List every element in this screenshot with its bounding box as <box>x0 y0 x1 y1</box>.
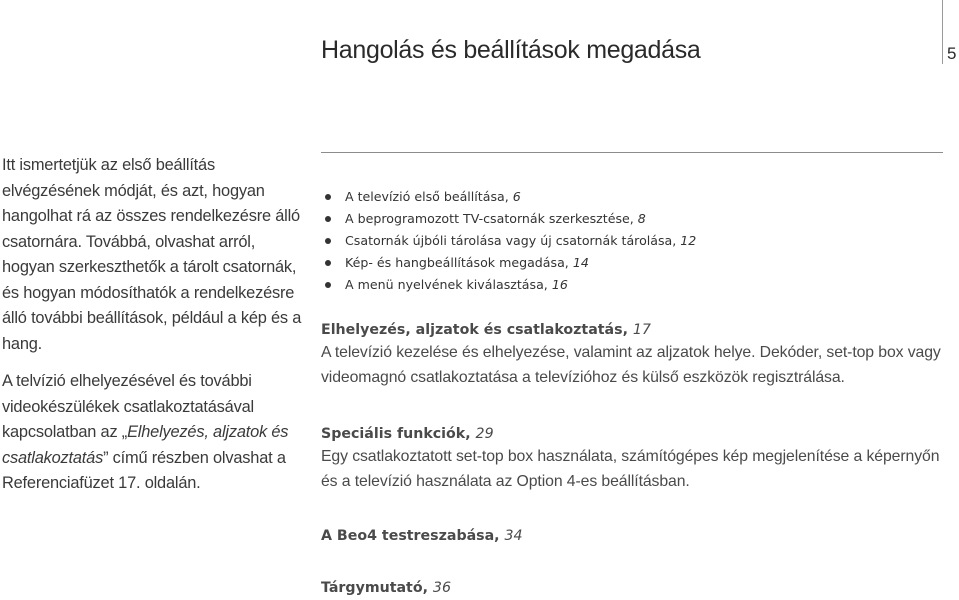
section-title-text: A Beo4 testreszabása, <box>321 528 505 544</box>
section-title[interactable] <box>321 426 951 442</box>
intro-paragraph: Itt ismertetjük az első beállítás elvégzésének módját, és azt, hogyan hangolhat rá az összes rendelkezésre álló csatornára. Továbbá, olvashat arról, hogyan szerkeszthetők a tárolt csatornák, és hogyan módosíthatók a rendelkezésre álló további beállítások, például a kép és a hang. <box>2 156 302 353</box>
bullet-icon <box>325 216 331 222</box>
toc-item-page: 8 <box>637 211 646 226</box>
toc-item[interactable] <box>325 274 696 296</box>
section-title[interactable] <box>321 322 951 338</box>
intro-reference-paragraph <box>2 369 302 497</box>
toc-item-page: 6 <box>512 189 521 204</box>
toc-item-label: A televízió első beállítása, <box>345 189 513 204</box>
bullet-icon <box>325 282 331 288</box>
page-title: Hangolás és beállítások megadása <box>321 36 701 64</box>
toc-list <box>325 186 696 296</box>
section-title-text: Tárgymutató, <box>321 580 433 596</box>
section-title-text: Elhelyezés, aljzatok és csatlakoztatás, <box>321 322 633 338</box>
section-page: 17 <box>632 322 651 338</box>
section-placement-connections <box>321 322 951 390</box>
toc-item-page: 16 <box>551 277 568 292</box>
intro-reference-title: Elhelyezés, aljzatok és csatlakoztatás <box>2 423 289 467</box>
toc-item-label: Kép- és hangbeállítások megadása, <box>345 255 573 270</box>
toc-item-page: 14 <box>572 255 589 270</box>
intro-reference-text: A telvízió elhelyezésével és további videokészülékek csatlakoztatásával kapcsolatban az „ <box>2 372 254 441</box>
toc-item[interactable] <box>325 252 696 274</box>
section-title[interactable] <box>321 580 451 596</box>
toc-item[interactable] <box>325 230 696 252</box>
toc-item-label: Csatornák újbóli tárolása vagy új csatornák tárolása, <box>345 233 681 248</box>
section-page: 29 <box>475 426 494 442</box>
page-number: 5 <box>947 44 957 63</box>
horizontal-rule <box>321 152 943 153</box>
toc-item-label: A beprogramozott TV-csatornák szerkesztése, <box>345 211 638 226</box>
section-title[interactable] <box>321 528 523 544</box>
section-description: Egy csatlakoztatott set-top box használata, számítógépes kép megjelenítése a képernyőn és a televízió használata az Option 4-es beállításban. <box>321 448 940 490</box>
section-special-functions <box>321 426 951 494</box>
toc-item-page: 12 <box>680 233 697 248</box>
toc-item[interactable] <box>325 208 696 230</box>
header-divider <box>942 0 943 64</box>
toc-item[interactable] <box>325 186 696 208</box>
section-title-text: Speciális funkciók, <box>321 426 476 442</box>
section-page: 34 <box>504 528 523 544</box>
section-description: A televízió kezelése és elhelyezése, valamint az aljzatok helye. Dekóder, set-top box vagy videomagnó csatlakoztatása a televízióhoz és külső eszközök regisztrálása. <box>321 344 941 386</box>
section-index <box>321 580 451 596</box>
section-beo4-customization <box>321 528 523 544</box>
bullet-icon <box>325 238 331 244</box>
intro-reference-text-end: ” című részben olvashat a Referenciafüzet 17. oldalán. <box>2 448 286 492</box>
section-page: 36 <box>432 580 451 596</box>
toc-item-label: A menü nyelvének kiválasztása, <box>345 277 552 292</box>
bullet-icon <box>325 260 331 266</box>
bullet-icon <box>325 194 331 200</box>
